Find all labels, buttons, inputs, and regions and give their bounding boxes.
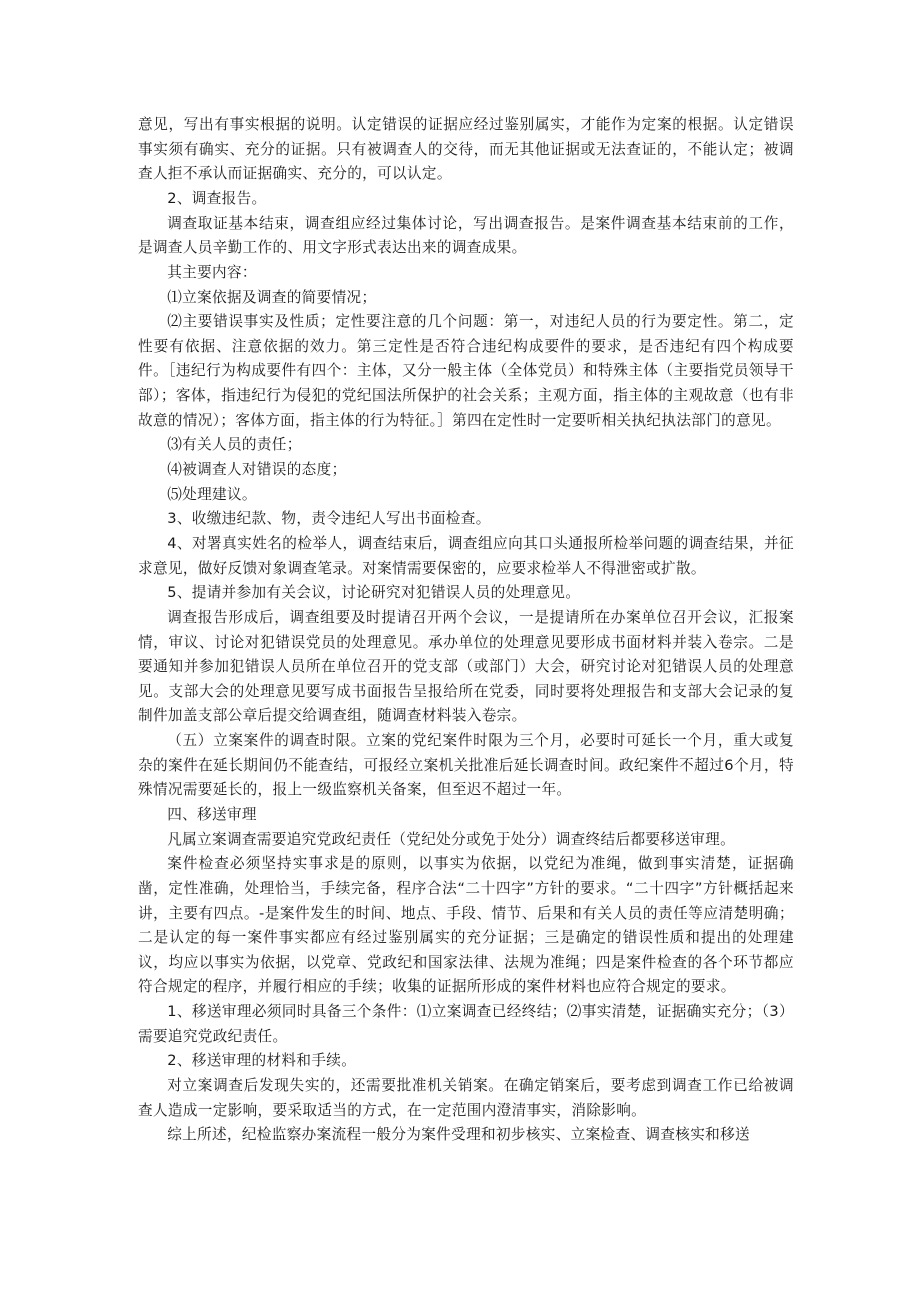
paragraph-summary: 综上所述，纪检监察办案流程一般分为案件受理和初步核实、立案检查、调查核实和移送 [167,1126,750,1144]
paragraph-principles: 案件检查必须坚持实事求是的原则，以事实为依据，以党纪为准绳，做到事实清楚，证据确凿，定性准确，处理恰当，手续完备，程序合法“二十四字”方针的要求。“二十四字”方针概括起来讲，主要有四点。-是案件发生的时间、地点、手段、情节、后果和有关人员的责任等应清楚明确；二是认定的每一案件事实都应有经过鉴别属实的充分证据；三是确定的错误性质和提出的处理建议，均应以事实为依据，以党章、党政纪和国家法律、法规为准绳；四是案件检查的各个环节都应符合规定的程序，并履行相应的手续；收集的证据所形成的案件材料也应符合规定的要求。 [138,855,794,996]
list-item-facts-nature: ⑵主要错误事实及性质；定性要注意的几个问题：第一，对违纪人员的行为要定性。第二，定性要有依据、注意依据的效力。第三定性是否符合违纪构成要件的要求，是否违纪有四个构成要件。［违纪行为构成要件有四个：主体，又分一般主体（全体党员）和特殊主体（主要指党员领导干部）；客体，指违纪行为侵犯的党纪国法所保护的社会关系；主观方面，指主体的主观故意（也有非故意的情况）；客体方面，指主体的行为特征。］第四在定性时一定要听相关执纪执法部门的意见。 [138,313,794,429]
document-page [138,113,794,1148]
paragraph-main-content-label: 其主要内容： [167,263,257,281]
heading-meetings: 5、提请并参加有关会议，讨论研究对犯错误人员的处理意见。 [167,584,581,602]
paragraph-transfer-conditions: 1、移送审理必须同时具备三个条件：⑴立案调查已经终结；⑵事实清楚，证据确实充分；（3）需要追究党政纪责任。 [138,1002,794,1045]
paragraph-transfer-scope: 凡属立案调查需要追究党政纪责任（党纪处分或免于处分）调查终结后都要移送审理。 [167,830,736,848]
list-item-basis: ⑴立案依据及调查的简要情况； [167,288,377,306]
paragraph-evidence-rules: 意见，写出有事实根据的说明。认定错误的证据应经过鉴别属实，才能作为定案的根据。认定错误事实须有确实、充分的证据。只有被调查人的交待，而无其他证据或无法查证的，不能认定；被调查人拒不承认而证据确实、充分的，可以认定。 [138,116,794,183]
paragraph-informant-feedback: 4、对署真实姓名的检举人，调查结束后，调查组应向其口头通报所检举问题的调查结果，并征求意见，做好反馈对象调查笔录。对案情需要保密的，应要求检举人不得泄密或扩散。 [138,535,794,577]
heading-transfer-materials: 2、移送审理的材料和手续。 [167,1052,357,1070]
paragraph-case-cancellation: 对立案调查后发现失实的，还需要批准机关销案。在确定销案后，要考虑到调查工作已给被调查人造成一定影响，要采取适当的方式，在一定范围内澄清事实，消除影响。 [138,1076,794,1119]
paragraph-time-limit: （五）立案案件的调查时限。立案的党纪案件时限为三个月，必要时可延长一个月，重大或复杂的案件在延长期间仍不能查结，可报经立案机关批准后延长调查时间。政纪案件不超过6个月，特殊情况需要延长的，报上一级监察机关备案，但至迟不超过一年。 [138,732,794,799]
list-item-responsibility: ⑶有关人员的责任； [167,436,302,454]
paragraph-report-intro: 调查取证基本结束，调查组应经过集体讨论，写出调查报告。是案件调查基本结束前的工作，是调查人员辛勤工作的、用文字形式表达出来的调查成果。 [138,214,794,257]
paragraph-meetings-detail: 调查报告形成后，调查组要及时提请召开两个会议，一是提请所在办案单位召开会议，汇报案情，审议、讨论对犯错误党员的处理意见。承办单位的处理意见要形成书面材料并装入卷宗。二是要通知并参加犯错误人员所在单位召开的党支部（或部门）大会，研究讨论对犯错误人员的处理意见。支部大会的处理意见要写成书面报告呈报给所在党委，同时要将处理报告和支部大会记录的复制件加盖支部公章后提交给调查组，随调查材料装入卷宗。 [138,609,794,725]
heading-transfer-review: 四、移送审理 [167,805,257,823]
heading-confiscation: 3、收缴违纪款、物，责令违纪人写出书面检查。 [167,510,491,528]
list-item-proposal: ⑸处理建议。 [167,485,257,503]
list-item-attitude: ⑷被调查人对错误的态度； [167,460,347,478]
heading-investigation-report: 2、调查报告。 [167,189,267,207]
